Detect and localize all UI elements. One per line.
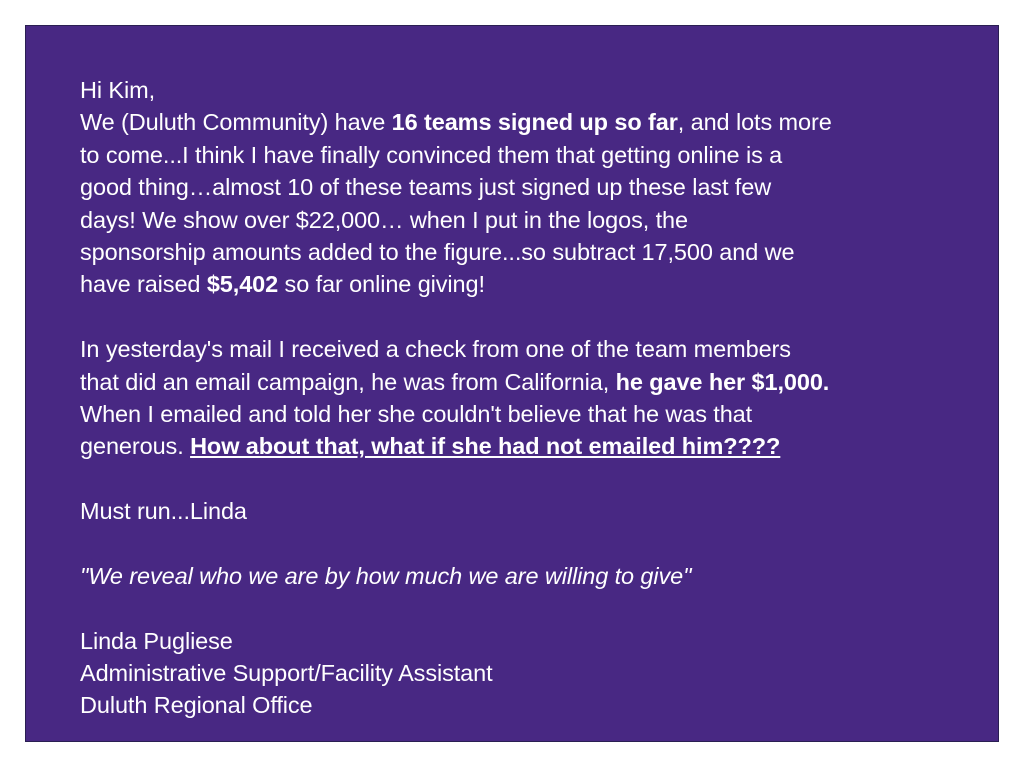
- spacer: [80, 463, 980, 495]
- text-run: so far online giving!: [278, 271, 485, 298]
- signature-name: Linda Pugliese: [80, 627, 233, 654]
- spacer: [80, 592, 980, 624]
- text-run: that did an email campaign, he was from California,: [80, 368, 616, 395]
- paragraph-1-line-1: [80, 106, 980, 138]
- text-run: We (Duluth Community) have: [80, 109, 392, 136]
- paragraph-2-line-4: [80, 430, 980, 462]
- amount-raised-highlight: $5,402: [206, 271, 279, 298]
- slide-panel: [25, 25, 999, 742]
- quote: "We reveal who we are by how much we are willing to give": [80, 562, 692, 589]
- spacer: [80, 301, 980, 333]
- greeting: Hi Kim,: [80, 77, 156, 103]
- paragraph-1-line-3: good thing…almost 10 of these teams just signed up these last few: [80, 174, 772, 201]
- text-run: , and lots more: [677, 109, 832, 136]
- question-highlight: How about that, what if she had not emailed him????: [190, 433, 781, 460]
- teams-count-highlight: 16 teams signed up so far: [391, 109, 678, 136]
- spacer: [80, 527, 980, 559]
- text-run: have raised: [80, 271, 207, 298]
- paragraph-1-line-4: days! We show over $22,000… when I put in the logos, the: [80, 206, 688, 233]
- paragraph-2-line-2: [80, 366, 980, 398]
- paragraph-1-line-5: sponsorship amounts added to the figure...so subtract 17,500 and we: [80, 238, 795, 265]
- text-run: generous.: [80, 433, 191, 460]
- paragraph-2-line-1: In yesterday's mail I received a check from one of the team members: [80, 336, 791, 363]
- paragraph-1-line-2: to come...I think I have finally convinced them that getting online is a: [80, 141, 783, 168]
- letter-body: [80, 74, 980, 722]
- paragraph-2-line-3: When I emailed and told her she couldn't believe that he was that: [80, 400, 753, 427]
- signature-title: Administrative Support/Facility Assistant: [80, 660, 493, 687]
- closing: Must run...Linda: [80, 498, 247, 525]
- signature-office: Duluth Regional Office: [80, 692, 313, 719]
- paragraph-1-line-6: [80, 268, 980, 300]
- donation-highlight: he gave her $1,000.: [615, 368, 830, 395]
